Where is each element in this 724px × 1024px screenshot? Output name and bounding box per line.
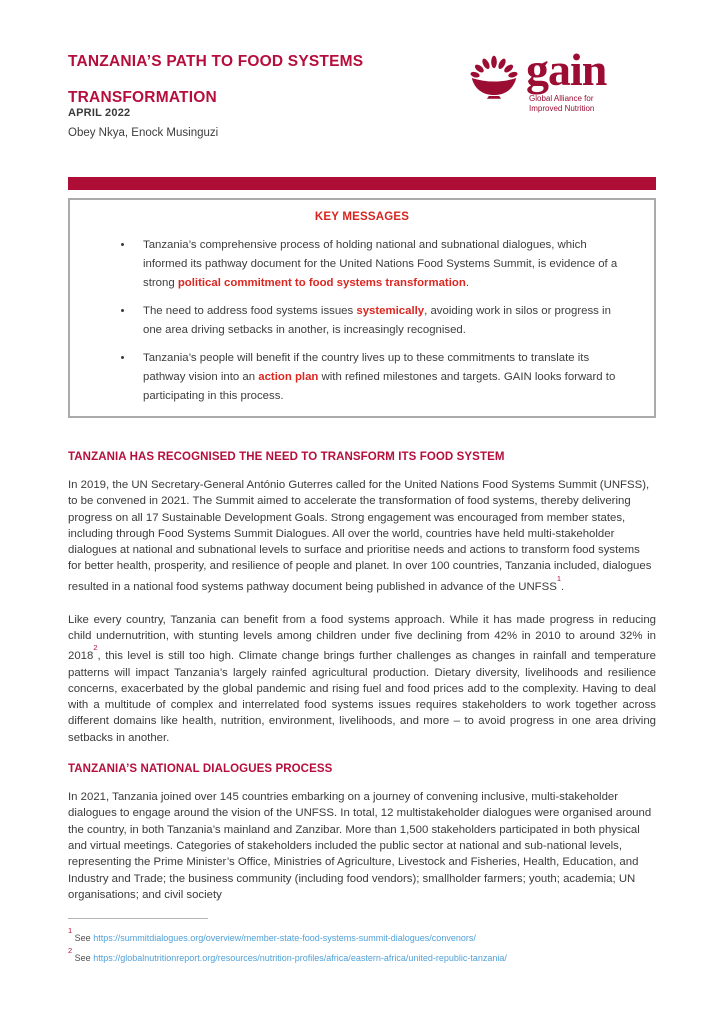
gain-logo <box>468 44 658 126</box>
key-message-item <box>134 302 632 340</box>
text-segment: . <box>465 277 469 289</box>
text-segment: Tanzania’s comprehensive process of holding national and subnational dialogues, which informed its pathway document for the United Nations Food Systems Summit, is evidence of a strong <box>143 239 618 289</box>
gain-tagline-line1: Global Alliance for <box>529 94 594 103</box>
footnote <box>68 947 656 967</box>
emphasis-text: political commitment to food systems transformation <box>177 277 466 289</box>
text-segment: with refined milestones and targets. GAIN looks forward to participating in this process. <box>143 371 616 402</box>
body-paragraph <box>68 477 656 595</box>
authors: Obey Nkya, Enock Musinguzi <box>68 127 219 139</box>
section-heading-food-system: TANZANIA HAS RECOGNISED THE NEED TO TRANSFORM ITS FOOD SYSTEM <box>68 451 505 463</box>
gain-wordmark: gain <box>526 44 607 95</box>
gain-tagline <box>529 94 606 113</box>
footnote-ref: 1 <box>68 926 73 935</box>
key-messages-box <box>68 198 656 418</box>
footnote-link[interactable]: https://summitdialogues.org/overview/member-state-food-systems-summit-dialogues/convenors/ <box>93 933 476 943</box>
footnote-ref: 1 <box>556 573 561 583</box>
footnotes <box>68 927 656 966</box>
footnote-ref: 2 <box>68 945 73 955</box>
bowl-with-grain-icon <box>468 54 520 102</box>
key-messages-list <box>88 236 636 406</box>
text-segment: In 2019, the UN Secretary-General António Guterres called for the United Nations Food Systems Summit (UNFSS), to be convened in 2021. The Summit aimed to accelerate the transformation of food systems, thereby delivering progress on all 17 Sustainable Development Goals. Strong engagement was encouraged from member states, including through Food Systems Summit Dialogues. All over the world, countries have held multi-stakeholder dialogues at national and subnational levels to surface and prioritise needs and actions to transform food systems for better health, prosperity, and resilience of people and planet. In over 100 countries, Tanzania included, dialogues resulted in a national food systems pathway document being published in advance of the UNFSS <box>68 479 652 593</box>
footnote-separator <box>68 918 208 919</box>
text-segment: , avoiding work in silos or progress in one area driving setbacks in another, is increasingly recognised. <box>143 305 611 336</box>
key-messages-title: KEY MESSAGES <box>314 211 410 223</box>
section-heading-dialogues-process: TANZANIA’S NATIONAL DIALOGUES PROCESS <box>68 763 333 776</box>
footnote <box>68 927 656 947</box>
body-paragraph <box>68 789 656 903</box>
page-title-line1: TANZANIA’S PATH TO FOOD SYSTEMS <box>68 53 364 70</box>
main-content <box>68 450 656 903</box>
text-segment: See <box>72 933 94 943</box>
text-segment: In 2021, Tanzania joined over 145 countries embarking on a journey of convening inclusive, multi-stakeholder dialogues to engage around the vision of the UNFSS. In total, 12 multistakeholder dialogues were organised around the country, in both Tanzania’s mainland and Zanzibar. More than 1,500 stakeholders participated in both physical and virtual meetings. Categories of stakeholders included the public sector at national and sub-national levels, representing the Prime Minister’s Office, Ministries of Agriculture, Livestock and Fisheries, Health, Education, and Industry and Trade; the business community (including food vendors); smallholder farmers; youth; academia; UN organisations; and civil society <box>68 791 652 901</box>
text-segment: See <box>72 952 94 963</box>
footnote-ref: 2 <box>93 643 98 653</box>
gain-tagline-line2: Improved Nutrition <box>529 103 595 113</box>
text-segment: The need to address food systems issues <box>143 305 357 317</box>
red-divider-bar <box>68 177 656 190</box>
emphasis-text: action plan <box>258 371 319 383</box>
key-message-item <box>134 349 632 406</box>
text-segment: , this level is still too high. Climate change brings further challenges as changes in rainfall and temperature patterns will impact Tanzania’s largely rainfed agricultural production. Dietary diversity, livelihoods and resilience concerns, exacerbated by the global pandemic and rising fuel and food prices add to the complexity. Having to deal with a multitude of complex and interrelated food systems issues requires stakeholders to work together across different domains like health, nutrition, environment, livelihoods, and more – to avoid progress in one area driving setbacks in another. <box>68 650 656 744</box>
emphasis-text: systemically <box>356 305 425 317</box>
body-paragraph <box>68 612 656 746</box>
page-title-line2: TRANSFORMATION <box>68 89 217 106</box>
key-message-item <box>134 236 632 293</box>
page-title <box>68 44 488 116</box>
footnote-link[interactable]: https://globalnutritionreport.org/resources/nutrition-profiles/africa/eastern-africa/united-republic-tanzania/ <box>93 952 507 963</box>
text-segment: Like every country, Tanzania can benefit from a food systems approach. While it has made progress in reducing child undernutrition, with stunting levels among children under five declining from 42% in 2010 to around 32% in 2018 <box>68 613 656 663</box>
text-segment: Tanzania’s people will benefit if the country lives up to these commitments to translate its pathway vision into an <box>143 352 590 383</box>
text-segment: . <box>561 580 565 593</box>
publication-date: APRIL 2022 <box>68 107 131 119</box>
